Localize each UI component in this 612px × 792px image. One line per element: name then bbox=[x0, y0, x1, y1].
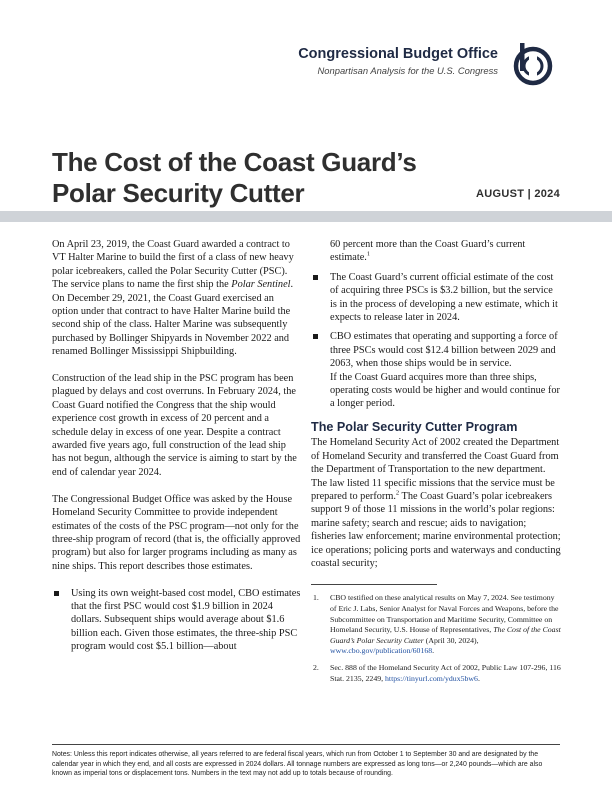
list-item: The Coast Guard’s current official estimate of the cost of acquiring three PSCs is $3.2 billion, but the service is in the process of developing a new estimate, which it expects to release later in 2024. bbox=[311, 271, 561, 325]
report-title-line1: The Cost of the Coast Guard’s bbox=[52, 147, 417, 177]
footnote-link[interactable]: www.cbo.gov/publication/60168 bbox=[330, 646, 433, 656]
footnote-divider bbox=[311, 584, 437, 585]
footnote-ref[interactable]: 2 bbox=[395, 489, 400, 497]
list-item-continuation: 60 percent more than the Coast Guard’s current estimate.$^1$ bbox=[330, 239, 526, 264]
report-title bbox=[52, 147, 472, 209]
key-findings-list-cont bbox=[311, 271, 561, 411]
bullet-icon bbox=[54, 591, 59, 596]
report-title-line2: Polar Security Cutter bbox=[52, 178, 305, 208]
cbo-logo bbox=[294, 45, 554, 85]
intro-paragraph-2: Construction of the lead ship in the PSC program has been plagued by delays and cost overruns. In February 2024, the Coast Guard notified the Congress that the ship would experience cost growth in excess of 20 percent and a schedule delay in excess of one year. Despite a contract awarded five years ago, full construction of the lead ship has not begun, although the service is aiming to start by the end of calendar year 2024. bbox=[52, 373, 297, 478]
left-column bbox=[52, 238, 302, 660]
intro-paragraph-1: On April 23, 2019, the Coast Guard awarded a contract to VT Halter Marine to build the first of a class of new heavy polar icebreakers, called the Polar Security Cutter (PSC). The service plans to name the first ship the Polar Sentinel. On December 29, 2021, the Coast Guard exercised an option under that contract to have Halter Marine build the second ship of the class. Halter Marine was subsequently purchased by Bollinger Shipyards in November 2022 and renamed Bollinger Mississippi Shipbuilding. bbox=[52, 239, 294, 358]
bullet-icon bbox=[313, 334, 318, 339]
bullet-icon bbox=[313, 275, 318, 280]
key-findings-list bbox=[52, 587, 302, 654]
title-divider bbox=[0, 211, 612, 222]
footnote: 1. CBO testified on these analytical results on May 7, 2024. See testimony of Eric J. Labs, Senior Analyst for Naval Forces and Weapons, before the Subcommittee on Transportation and Maritime Security, Committee on Homeland Security, U.S. House of Representatives, The Cost of the Coast Guard’s Polar Security Cutter (April 30, 2024), www.cbo.gov/publication/60168. bbox=[313, 593, 561, 656]
intro-paragraph-3: The Congressional Budget Office was asked by the House Homeland Security Committee to provide independent estimates of the costs of the PSC program—not only for the three-ship program of record (that is, the officially approved program) but also for larger programs including as many as nine ships. This report describes those estimates. bbox=[52, 493, 301, 572]
ship-name: Polar Sentinel bbox=[231, 279, 291, 291]
footnote: 2. Sec. 888 of the Homeland Security Act of 2002, Public Law 107-296, 116 Stat. 2135, 2249, https://tinyurl.com/ydux5bw6. bbox=[313, 662, 561, 683]
report-date: AUGUST | 2024 bbox=[475, 188, 560, 200]
footnote-ref[interactable]: 1 bbox=[366, 250, 371, 258]
section-paragraph: The Homeland Security Act of 2002 created the Department of Homeland Security and transferred the Coast Guard from the Department of Transportation to the new department. The law listed 11 specific missions that the service must be prepared to perform.$^2$ The Coast Guard’s polar icebreakers support 9 of those 11 missions in the world’s polar regions: marine safety; search and rescue; aids to navigation; fisheries law enforcement; marine environmental protection; ice operations; policing ports and waterways and conducting coastal security; bbox=[311, 437, 561, 569]
notes-divider bbox=[52, 744, 560, 745]
right-column bbox=[311, 238, 561, 690]
org-name: Congressional Budget Office bbox=[298, 46, 498, 62]
section-heading: The Polar Security Cutter Program bbox=[311, 419, 518, 434]
list-item: CBO estimates that operating and supporting a force of three PSCs would cost $12.4 billion between 2029 and 2063, when those ships would be in service. If the Coast Guard acquires more than three ships, operating costs would be higher and would continue for a longer period. bbox=[311, 330, 561, 410]
footnote-link[interactable]: https://tinyurl.com/ydux5bw6 bbox=[385, 673, 478, 683]
notes: Notes: Unless this report indicates otherwise, all years referred to are federal fiscal years, which run from October 1 to September 30 and are designated by the calendar year in which they end, and all costs are expressed in 2024 dollars. All tonnage numbers are expressed as long tons—or 2,240 pounds—which are also known as imperial tons or displacement tons. Numbers in the text may not add up to totals because of rounding. bbox=[52, 751, 543, 778]
cbo-logo-mark-icon bbox=[508, 41, 554, 87]
list-item: Using its own weight-based cost model, CBO estimates that the first PSC would cost $1.9 billion in 2024 dollars. Subsequent ships would average about $1.6 billion each. Given those estimates, the three-ship PSC program would cost $5.1 billion—about bbox=[52, 587, 302, 654]
org-tagline: Nonpartisan Analysis for the U.S. Congress bbox=[317, 65, 498, 76]
